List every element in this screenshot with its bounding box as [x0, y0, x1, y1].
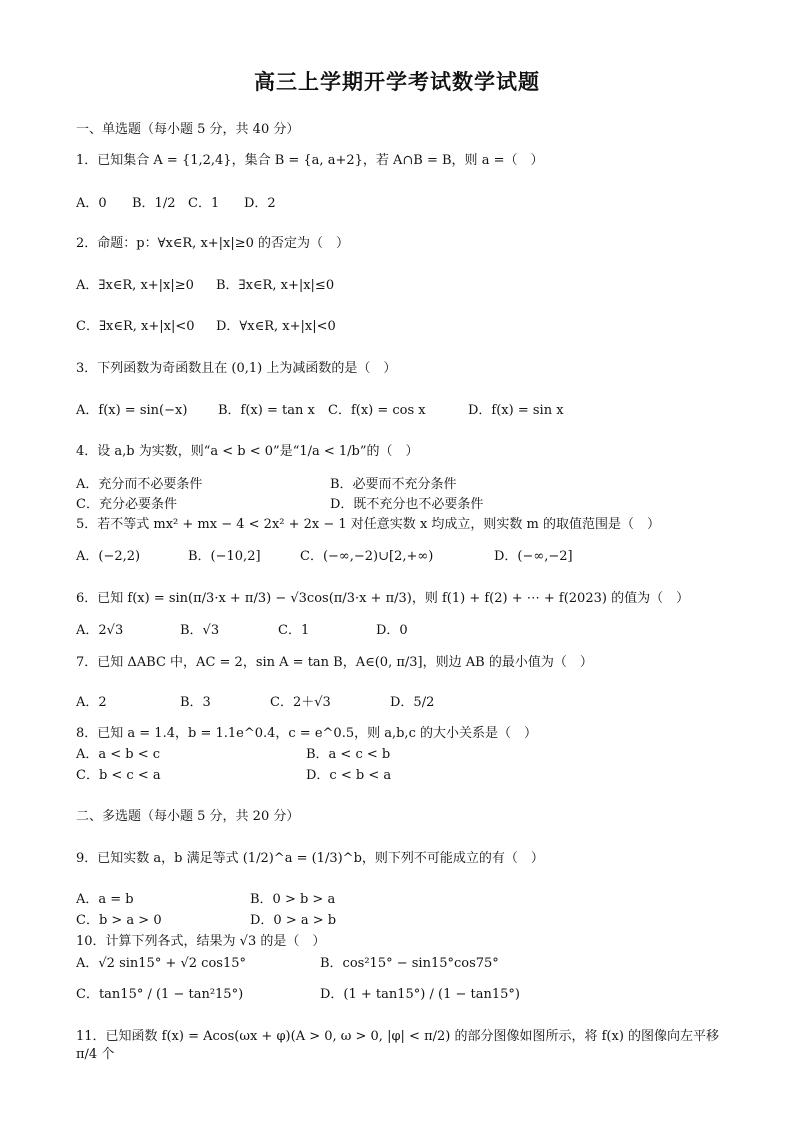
question-7-option-b: B．3 [180, 695, 211, 710]
question-2-option-a: A．∃x∈R, x+|x|≥0 [76, 278, 194, 293]
question-7-option-c: C．2＋√3 [270, 695, 331, 710]
question-4-stem: 4．设 a,b 为实数，则“a < b < 0”是“1/a < 1/b”的（ ） [76, 444, 419, 459]
question-2-option-c: C．∃x∈R, x+|x|<0 [76, 319, 195, 334]
question-4-option-a: A．充分而不必要条件 [76, 477, 203, 492]
question-6-option-a: A．2√3 [76, 623, 124, 638]
question-3-option-c: C．f(x) = cos x [328, 403, 426, 418]
question-1-option-d: D．2 [244, 196, 276, 211]
section-single-choice-heading: 一、单选题（每小题 5 分，共 40 分） [76, 122, 300, 137]
question-7-option-a: A．2 [76, 695, 107, 710]
question-9-option-d: D．0 > a > b [250, 913, 337, 928]
question-4-option-c: C．充分必要条件 [76, 497, 177, 512]
question-11-stem: 11．已知函数 f(x) = Acos(ωx + φ)(A > 0, ω > 0, |φ| < π/2) 的部分图像如图所示，将 f(x) 的图像向左平移 π/4 个 [76, 1029, 720, 1062]
question-5-option-a: A．(−2,2) [76, 549, 141, 564]
question-9-option-a: A．a = b [76, 892, 134, 907]
question-3-option-b: B．f(x) = tan x [218, 403, 315, 418]
question-10-option-d: D．(1 + tan15°) / (1 − tan15°) [320, 987, 520, 1002]
question-8-option-b: B．a < c < b [306, 747, 391, 762]
page-title: 高三上学期开学考试数学试题 [254, 69, 540, 94]
question-8-option-a: A．a < b < c [76, 747, 161, 762]
question-3-option-d: D．f(x) = sin x [468, 403, 564, 418]
question-8-option-d: D．c < b < a [306, 768, 392, 783]
question-5-option-b: B．(−10,2] [188, 549, 261, 564]
question-3-stem: 3．下列函数为奇函数且在 (0,1) 上为减函数的是（ ） [76, 361, 397, 376]
question-6-option-b: B．√3 [180, 623, 220, 638]
question-1-option-b: B．1/2 [132, 196, 176, 211]
question-5-option-d: D．(−∞,−2] [494, 549, 573, 564]
question-9-option-b: B．0 > b > a [250, 892, 336, 907]
question-1-option-a: A．0 [76, 196, 107, 211]
question-1-stem: 1．已知集合 A = {1,2,4}，集合 B = {a, a+2}，若 A∩B = B，则 a =（ ） [76, 153, 544, 168]
question-2-stem: 2．命题：p：∀x∈R, x+|x|≥0 的否定为（ ） [76, 236, 350, 251]
question-9-option-c: C．b > a > 0 [76, 913, 162, 928]
question-2-option-b: B．∃x∈R, x+|x|≤0 [216, 278, 335, 293]
question-10-stem: 10．计算下列各式，结果为 √3 的是（ ） [76, 934, 326, 949]
question-7-option-d: D．5/2 [390, 695, 435, 710]
question-7-stem: 7．已知 ΔABC 中，AC = 2，sin A = tan B，A∈(0, π/3]，则边 AB 的最小值为（ ） [76, 655, 593, 670]
question-10-option-c: C．tan15° / (1 − tan²15°) [76, 987, 244, 1002]
question-4-option-b: B．必要而不充分条件 [330, 477, 457, 492]
question-6-option-c: C．1 [278, 623, 310, 638]
question-1-option-c: C．1 [188, 196, 220, 211]
question-8-option-c: C．b < c < a [76, 768, 161, 783]
question-6-option-d: D．0 [376, 623, 408, 638]
question-9-stem: 9．已知实数 a，b 满足等式 (1/2)^a = (1/3)^b，则下列不可能成立的有（ ） [76, 851, 544, 866]
question-8-stem: 8．已知 a = 1.4，b = 1.1e^0.4，c = e^0.5，则 a,b,c 的大小关系是（ ） [76, 726, 537, 741]
question-2-option-d: D．∀x∈R, x+|x|<0 [216, 319, 336, 334]
question-10-option-b: B．cos²15° − sin15°cos75° [320, 956, 499, 971]
question-5-option-c: C．(−∞,−2)∪[2,+∞) [300, 549, 434, 564]
question-6-stem: 6．已知 f(x) = sin(π/3·x + π/3) − √3cos(π/3·x + π/3)，则 f(1) + f(2) + ⋯ + f(2023) 的值为（ ） [76, 591, 690, 606]
question-4-option-d: D．既不充分也不必要条件 [330, 497, 484, 512]
question-5-stem: 5．若不等式 mx² + mx − 4 < 2x² + 2x − 1 对任意实数 x 均成立，则实数 m 的取值范围是（ ） [76, 517, 660, 532]
question-10-option-a: A．√2 sin15° + √2 cos15° [76, 956, 246, 971]
question-3-option-a: A．f(x) = sin(−x) [76, 403, 188, 418]
section-multi-choice-heading: 二、多选题（每小题 5 分，共 20 分） [76, 809, 300, 824]
